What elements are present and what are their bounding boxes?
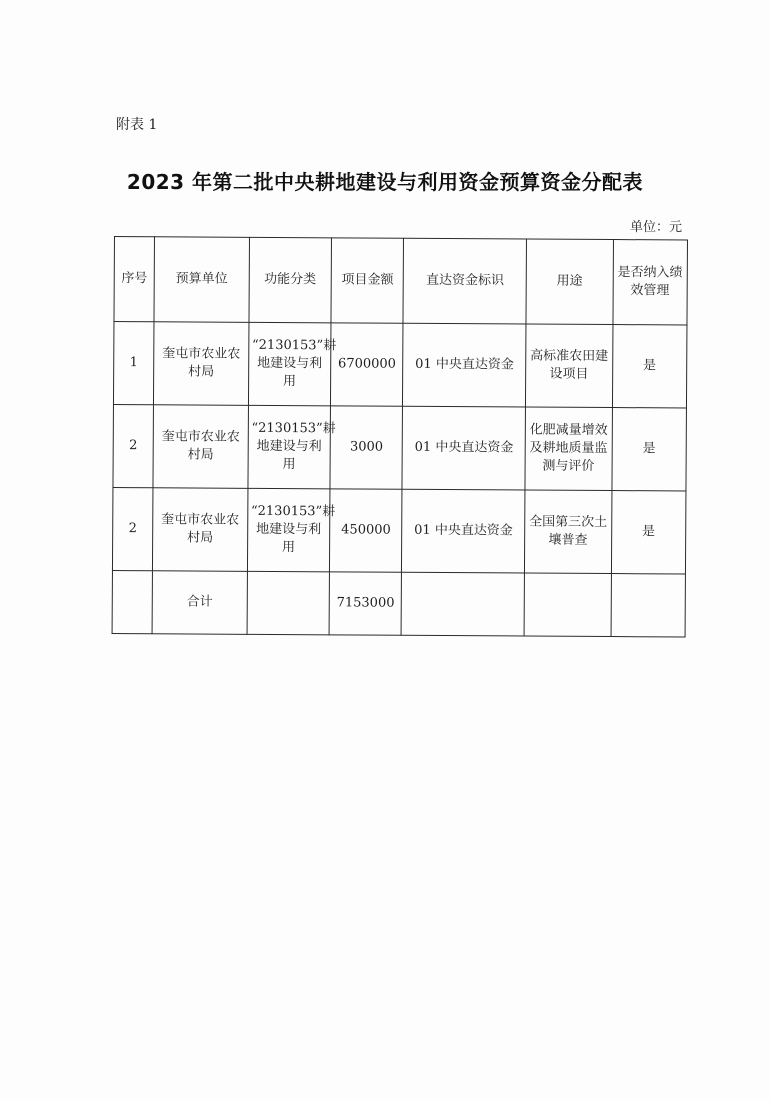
cell-performance-management: 是 (612, 325, 687, 408)
total-label: 合计 (152, 571, 247, 635)
attachment-label: 附表 1 (116, 117, 158, 133)
cell-function-category: “2130153”耕地建设与利用 (248, 322, 331, 406)
header-seq: 序号 (114, 237, 155, 322)
table-row (113, 404, 686, 490)
cell-project-amount: 450000 (330, 489, 403, 572)
header-project-amount: 项目金额 (331, 238, 404, 323)
cell-purpose: 化肥减量增效及耕地质量监测与评价 (525, 407, 612, 491)
cell-seq: 2 (112, 487, 153, 570)
header-budget-unit: 预算单位 (154, 237, 249, 323)
cell-performance-management: 是 (611, 491, 686, 574)
cell-performance-management: 是 (612, 408, 687, 491)
cell-direct-fund-tag: 01 中央直达资金 (402, 489, 525, 573)
cell-direct-fund-tag: 01 中央直达资金 (403, 323, 526, 407)
cell-seq: 2 (113, 404, 154, 487)
header-purpose: 用途 (526, 239, 613, 325)
cell-seq: 1 (113, 322, 154, 405)
document-title: 2023 年第二批中央耕地建设与利用资金预算资金分配表 (126, 170, 644, 194)
total-amount: 7153000 (329, 572, 402, 635)
header-function-category: 功能分类 (249, 237, 332, 323)
cell-purpose: 全国第三次土壤普查 (525, 490, 612, 574)
table-row (112, 487, 685, 573)
cell-project-amount: 3000 (330, 406, 403, 489)
cell-purpose: 高标准农田建设项目 (526, 324, 613, 408)
total-row (112, 570, 685, 636)
total-category-cell (247, 571, 330, 635)
cell-budget-unit: 奎屯市农业农村局 (154, 322, 249, 406)
header-performance-management: 是否纳入绩效管理 (613, 240, 688, 325)
cell-budget-unit: 奎屯市农业农村局 (153, 405, 248, 489)
cell-function-category: “2130153”耕地建设与利用 (247, 488, 330, 572)
total-performance-cell (611, 574, 686, 637)
unit-label: 单位：元 (629, 220, 682, 235)
total-seq-cell (112, 570, 153, 633)
cell-function-category: “2130153”耕地建设与利用 (248, 405, 331, 489)
header-direct-fund-tag: 直达资金标识 (403, 238, 526, 324)
cell-budget-unit: 奎屯市农业农村局 (153, 488, 248, 572)
table-header-row (114, 237, 688, 325)
cell-direct-fund-tag: 01 中央直达资金 (402, 406, 525, 490)
total-fund-tag-cell (402, 572, 525, 636)
cell-project-amount: 6700000 (331, 323, 404, 406)
table-row (113, 322, 686, 408)
allocation-table (112, 236, 688, 637)
total-purpose-cell (524, 573, 611, 637)
